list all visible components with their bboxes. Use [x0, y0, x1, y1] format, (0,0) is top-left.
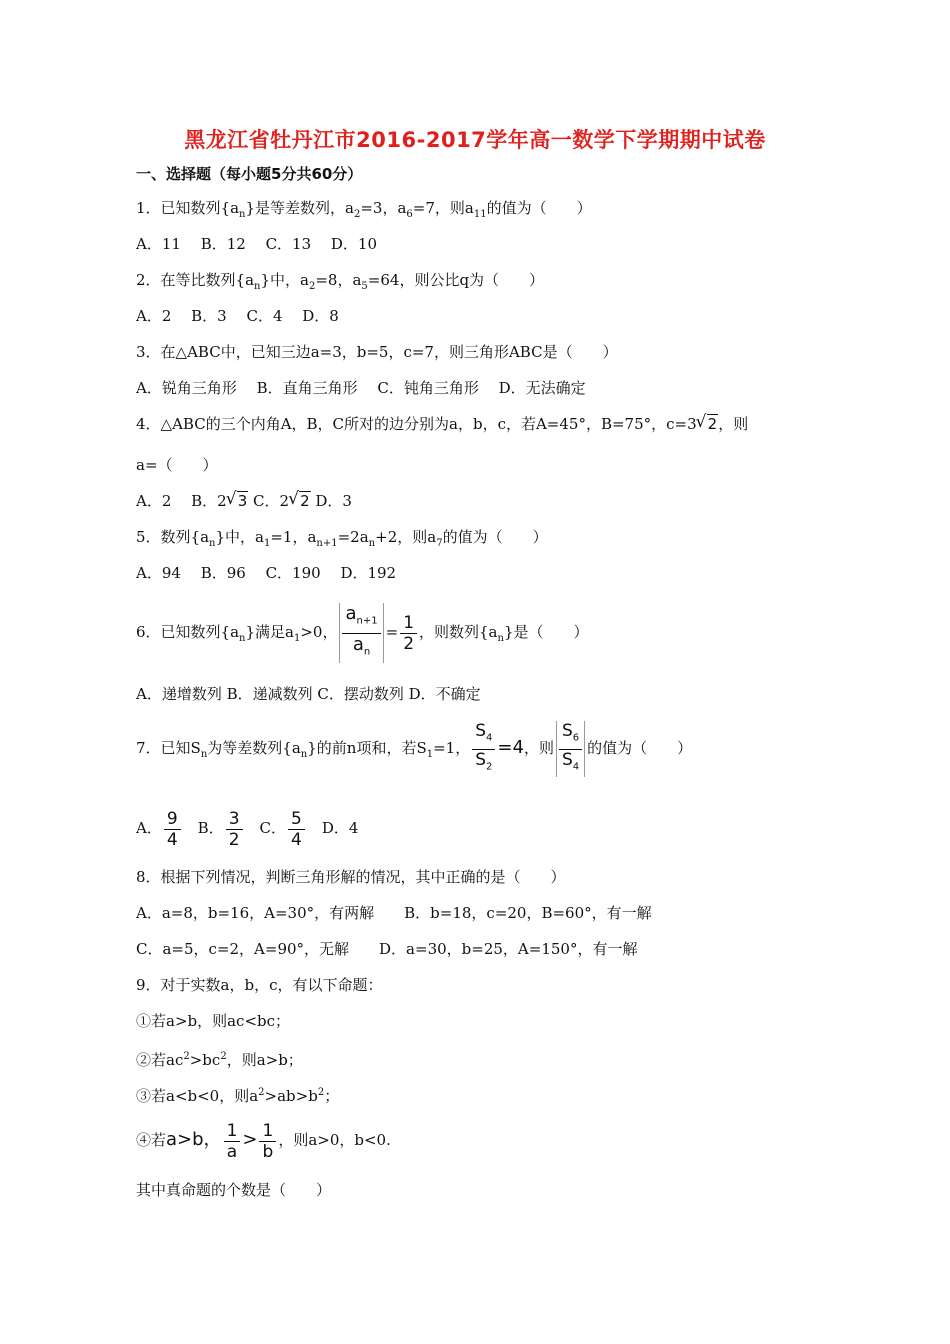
fraction-option-c: $\frac{5}{4}$ — [288, 809, 305, 850]
fraction-option-b: $\frac{3}{2}$ — [226, 809, 243, 850]
question-3: 3．在△ABC中，已知三边a=3，b=5，c=7，则三角形ABC是（ ） — [136, 343, 618, 361]
question-7-options: A． $\frac{9}{4}$ B． $\frac{3}{2}$ C． $\frac{5}{4}$ D．4 — [136, 808, 359, 850]
question-9: 9．对于实数a，b，c，有以下命题： — [136, 976, 383, 994]
proposition-2: ②若$ac^2>bc^2$，则a>b； — [136, 1051, 303, 1069]
sqrt-symbol: √ 2 — [697, 414, 719, 434]
question-6-options: A．递增数列 B．递减数列 C．摆动数列 D．不确定 — [136, 685, 481, 703]
question-2-options: A．2 B．3 C．4 D．8 — [136, 307, 339, 325]
question-5: 5．数列$\{a_n\}$中，$a_1=1$，$a_{n+1}=2a_n+2$，则$a_7$的值为（ ） — [136, 528, 548, 549]
sqrt-symbol: √ 2 — [289, 491, 311, 511]
fraction-s4-s2: $\frac{S_4}{S_2}$ — [472, 721, 495, 777]
question-4: 4．△ABC的三个内角A，B，C所对的边分别为a，b，c，若A=45°，B=75°，c=3√ 2，则 — [136, 414, 748, 434]
question-4-line-2: a=（ ） — [136, 456, 218, 474]
fraction-option-a: $\frac{9}{4}$ — [164, 809, 181, 850]
question-8: 8．根据下列情况，判断三角形解的情况，其中正确的是（ ） — [136, 868, 566, 886]
question-9-prompt: 其中真命题的个数是（ ） — [136, 1181, 332, 1199]
fraction-ratio: $\frac{a_{n+1}}{a_n}$ — [339, 603, 383, 663]
fraction-one-over-b: $\frac{1}{b}$ — [259, 1121, 276, 1162]
question-8-options-cd: C．a=5，c=2，A=90°，无解 D．a=30，b=25，A=150°，有一解 — [136, 940, 638, 958]
question-7: 7．已知$S_n$为等差数列$\{a_n\}$的前n项和，若$S_1=1$， $\frac{S_4}{S_2}$ =4，则 $\frac{S_6}{S_4}$ 的值为（ ） — [136, 716, 692, 780]
question-1-options: A．11 B．12 C．13 D．10 — [136, 235, 378, 253]
question-2: 2．在等比数列$\{a_n\}$中，$a_2=8$，$a_5=64$，则公比q为（ ） — [136, 271, 545, 292]
question-8-options-ab: A．a=8，b=16，A=30°，有两解 B．b=18，c=20，B=60°，有一解 — [136, 904, 652, 922]
question-5-options: A．94 B．96 C．190 D．192 — [136, 564, 397, 582]
question-6: 6．已知数列$\{a_n\}$满足$a_1>0$， $\frac{a_{n+1}}{a_n}$ = $\frac{1}{2}$ ，则数列$\{a_n\}$是（ ） — [136, 600, 589, 664]
question-1: 1．已知数列$\{a_n\}$是等差数列，$a_2=3$，$a_6=7$，则$a_{11}$的值为（ ） — [136, 199, 592, 220]
question-4-options: A．2 B．2√ 3 C．2√ 2 D．3 — [136, 491, 352, 511]
page-title: 黑龙江省牡丹江市2016-2017学年高一数学下学期期中试卷 — [184, 128, 766, 152]
sqrt-symbol: √ 3 — [227, 491, 249, 511]
proposition-4: ④若a>b， $\frac{1}{a}$ > $\frac{1}{b}$ ，则a>0，b<0. — [136, 1120, 391, 1162]
proposition-3: ③若a<b<0，则$a^2>ab>b^2$； — [136, 1087, 340, 1105]
fraction-one-over-a: $\frac{1}{a}$ — [224, 1121, 241, 1162]
proposition-1: ①若a>b，则ac<bc； — [136, 1012, 291, 1030]
section-heading: 一、选择题（每小题5分共60分） — [136, 165, 363, 183]
fraction-s6-s4: $\frac{S_6}{S_4}$ — [556, 721, 585, 777]
question-3-options: A．锐角三角形 B．直角三角形 C．钝角三角形 D．无法确定 — [136, 379, 586, 397]
fraction-half: $\frac{1}{2}$ — [400, 613, 417, 654]
